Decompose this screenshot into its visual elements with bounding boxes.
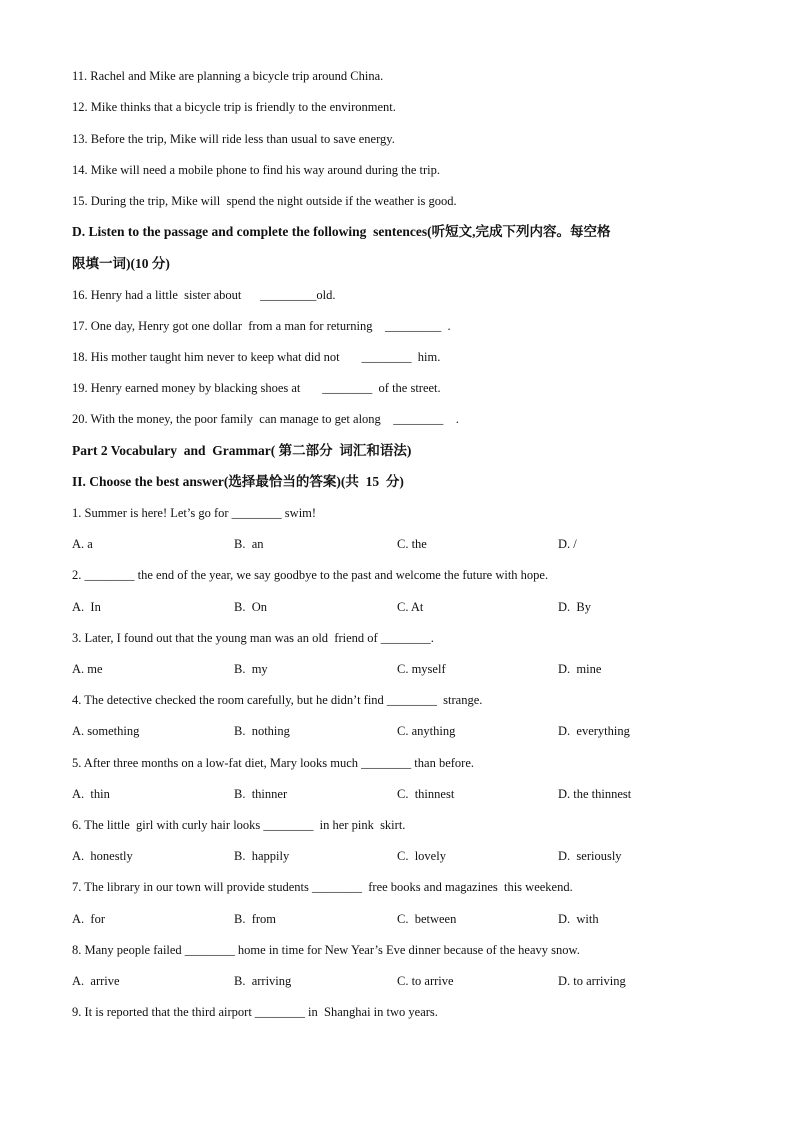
statement-11: 11. Rachel and Mike are planning a bicycle trip around China. <box>72 69 384 83</box>
section-d-heading: D. Listen to the passage and complete the following sentences(听短文,完成下列内容。每空格 <box>72 224 611 239</box>
q7-option-b: B. from <box>234 912 277 926</box>
statement-14: 14. Mike will need a mobile phone to find his way around during the trip. <box>72 163 440 177</box>
q2-option-c: C. At <box>397 600 424 614</box>
part2-heading: Part 2 Vocabulary and Grammar( 第二部分 词汇和语法) <box>72 443 412 458</box>
q3-option-a: A. me <box>72 662 103 676</box>
q6-option-a: A. honestly <box>72 849 133 863</box>
q4-option-b: B. nothing <box>234 724 290 738</box>
sentence-20: 20. With the money, the poor family can manage to get along ________ . <box>72 412 459 426</box>
question-9-stem: 9. It is reported that the third airport ________ in Shanghai in two years. <box>72 1005 438 1019</box>
q2-option-a: A. In <box>72 600 101 614</box>
q6-option-c: C. lovely <box>397 849 446 863</box>
statement-15: 15. During the trip, Mike will spend the night outside if the weather is good. <box>72 194 457 208</box>
q1-option-b: B. an <box>234 537 264 551</box>
sentence-19: 19. Henry earned money by blacking shoes at ________ of the street. <box>72 381 441 395</box>
question-4-stem: 4. The detective checked the room carefully, but he didn’t find ________ strange. <box>72 693 483 707</box>
q5-option-b: B. thinner <box>234 787 288 801</box>
q5-option-a: A. thin <box>72 787 110 801</box>
question-1-stem: 1. Summer is here! Let’s go for ________ swim! <box>72 506 317 520</box>
q3-option-d: D. mine <box>558 662 602 676</box>
q8-option-b: B. arriving <box>234 974 292 988</box>
q8-option-d: D. to arriving <box>558 974 626 988</box>
sentence-17: 17. One day, Henry got one dollar from a man for returning _________ . <box>72 319 451 333</box>
q2-option-d: D. By <box>558 600 591 614</box>
statement-12: 12. Mike thinks that a bicycle trip is friendly to the environment. <box>72 100 396 114</box>
q8-option-a: A. arrive <box>72 974 120 988</box>
q6-option-d: D. seriously <box>558 849 622 863</box>
q6-option-b: B. happily <box>234 849 290 863</box>
question-3-stem: 3. Later, I found out that the young man was an old friend of ________. <box>72 631 434 645</box>
question-8-stem: 8. Many people failed ________ home in time for New Year’s Eve dinner because of the heavy snow. <box>72 943 580 957</box>
q8-option-c: C. to arrive <box>397 974 454 988</box>
q7-option-c: C. between <box>397 912 457 926</box>
q3-option-b: B. my <box>234 662 268 676</box>
q4-option-d: D. everything <box>558 724 630 738</box>
sentence-16: 16. Henry had a little sister about _________old. <box>72 288 336 302</box>
question-2-stem: 2. ________ the end of the year, we say goodbye to the past and welcome the future with hope. <box>72 568 549 582</box>
statement-13: 13. Before the trip, Mike will ride less than usual to save energy. <box>72 132 395 146</box>
q2-option-b: B. On <box>234 600 267 614</box>
q4-option-a: A. something <box>72 724 140 738</box>
q1-option-d: D. / <box>558 537 577 551</box>
q5-option-d: D. the thinnest <box>558 787 632 801</box>
q1-option-a: A. a <box>72 537 93 551</box>
sentence-18: 18. His mother taught him never to keep what did not ________ him. <box>72 350 441 364</box>
question-6-stem: 6. The little girl with curly hair looks ________ in her pink skirt. <box>72 818 406 832</box>
section-ii-heading: II. Choose the best answer(选择最恰当的答案)(共 15 分) <box>72 474 404 489</box>
question-7-stem: 7. The library in our town will provide students ________ free books and magazines this weekend. <box>72 880 573 894</box>
q3-option-c: C. myself <box>397 662 446 676</box>
q7-option-a: A. for <box>72 912 105 926</box>
q4-option-c: C. anything <box>397 724 456 738</box>
q1-option-c: C. the <box>397 537 427 551</box>
question-5-stem: 5. After three months on a low-fat diet, Mary looks much ________ than before. <box>72 756 474 770</box>
q5-option-c: C. thinnest <box>397 787 455 801</box>
section-d-heading-cont: 限填一词)(10 分) <box>72 256 170 271</box>
q7-option-d: D. with <box>558 912 599 926</box>
